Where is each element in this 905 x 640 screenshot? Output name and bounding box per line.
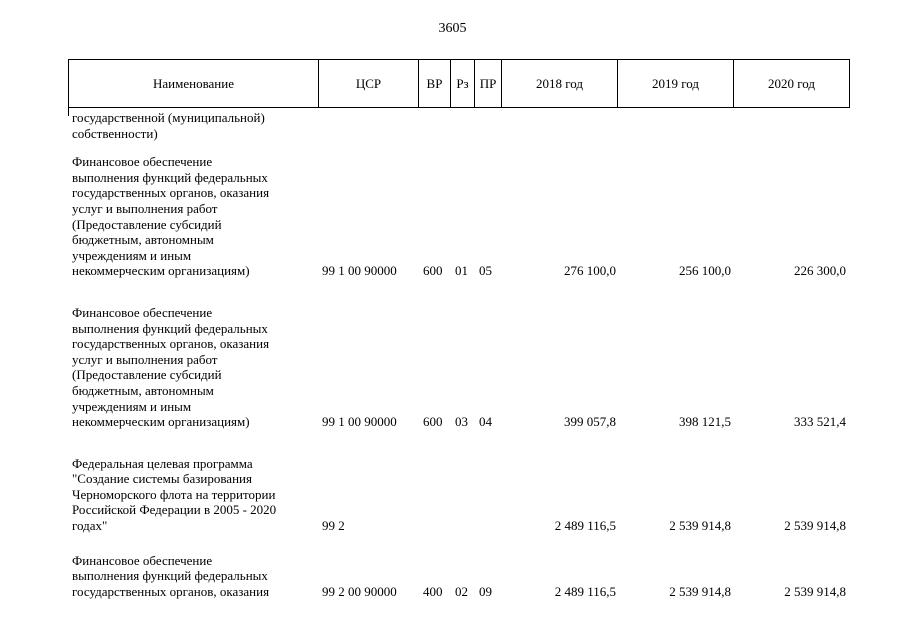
header-name: Наименование xyxy=(69,60,319,108)
row-name xyxy=(68,110,318,141)
name-line: услуг и выполнения работ xyxy=(72,351,218,367)
table-row xyxy=(68,305,849,430)
row-pr: 04 xyxy=(479,414,492,430)
row-name xyxy=(68,154,318,279)
name-line: выполнения функций федеральных xyxy=(72,320,268,336)
name-line: государственных органов, оказания xyxy=(72,336,270,352)
name-line: государственных органов, оказания xyxy=(72,185,270,201)
name-line: бюджетным, автономным xyxy=(72,232,214,248)
table-row xyxy=(68,110,849,141)
header-2018: 2018 год xyxy=(502,60,618,108)
row-csr: 99 1 00 90000 xyxy=(322,263,397,279)
header-2020: 2020 год xyxy=(734,60,850,108)
name-line: выполнения функций федеральных xyxy=(72,568,268,584)
name-line: услуг и выполнения работ xyxy=(72,200,218,216)
row-2020: 2 539 914,8 xyxy=(784,583,846,599)
row-name xyxy=(68,553,318,600)
row-2020: 2 539 914,8 xyxy=(784,518,846,534)
name-line: бюджетным, автономным xyxy=(72,382,214,398)
name-line: "Создание системы базирования xyxy=(72,471,252,487)
row-2019: 2 539 914,8 xyxy=(669,518,731,534)
row-2019: 256 100,0 xyxy=(679,263,731,279)
name-line: учреждениям и иным xyxy=(72,247,192,263)
header-rz: Рз xyxy=(451,60,475,108)
name-line: государственных органов, оказания xyxy=(72,583,270,599)
row-2018: 2 489 116,5 xyxy=(554,583,616,599)
page-number: 3605 xyxy=(438,21,467,36)
row-2018: 399 057,8 xyxy=(564,414,616,430)
row-rz: 01 xyxy=(455,263,468,279)
row-name xyxy=(68,456,318,534)
row-pr: 09 xyxy=(479,583,492,599)
name-line: Черноморского флота на территории xyxy=(72,486,276,502)
row-rz: 02 xyxy=(455,583,468,599)
name-line: (Предоставление субсидий xyxy=(72,216,222,232)
table-header xyxy=(68,59,850,108)
name-line: Финансовое обеспечение xyxy=(72,154,213,170)
name-line: Финансовое обеспечение xyxy=(72,304,213,320)
name-line: некоммерческим организациям) xyxy=(72,263,250,279)
row-2018: 276 100,0 xyxy=(564,263,616,279)
row-2018: 2 489 116,5 xyxy=(554,518,616,534)
name-line: Финансовое обеспечение xyxy=(72,552,213,568)
table-body xyxy=(68,110,849,599)
name-line: Федеральная целевая программа xyxy=(72,455,253,471)
name-line: некоммерческим организациям) xyxy=(72,414,250,430)
table-row xyxy=(68,456,849,534)
name-line: выполнения функций федеральных xyxy=(72,169,268,185)
header-2019: 2019 год xyxy=(618,60,734,108)
name-line: учреждениям и иным xyxy=(72,398,192,414)
row-2019: 2 539 914,8 xyxy=(669,583,731,599)
row-csr: 99 2 xyxy=(322,518,345,534)
name-line: собственности) xyxy=(72,125,158,141)
name-line: Российской Федерации в 2005 - 2020 xyxy=(72,502,277,518)
row-2020: 333 521,4 xyxy=(794,414,846,430)
row-csr: 99 1 00 90000 xyxy=(322,414,397,430)
header-vr: ВР xyxy=(419,60,451,108)
row-2020: 226 300,0 xyxy=(794,263,846,279)
row-2019: 398 121,5 xyxy=(679,414,731,430)
name-line: годах" xyxy=(72,518,108,534)
header-csr: ЦСР xyxy=(319,60,419,108)
row-vr: 600 xyxy=(423,263,443,279)
name-line: (Предоставление субсидий xyxy=(72,367,222,383)
name-line: государственной (муниципальной) xyxy=(72,110,265,125)
header-pr: ПР xyxy=(475,60,502,108)
row-rz: 03 xyxy=(455,414,468,430)
row-pr: 05 xyxy=(479,263,492,279)
table-row xyxy=(68,553,849,600)
row-vr: 400 xyxy=(423,583,443,599)
row-csr: 99 2 00 90000 xyxy=(322,583,397,599)
row-name xyxy=(68,305,318,430)
table-row xyxy=(68,154,849,279)
row-vr: 600 xyxy=(423,414,443,430)
